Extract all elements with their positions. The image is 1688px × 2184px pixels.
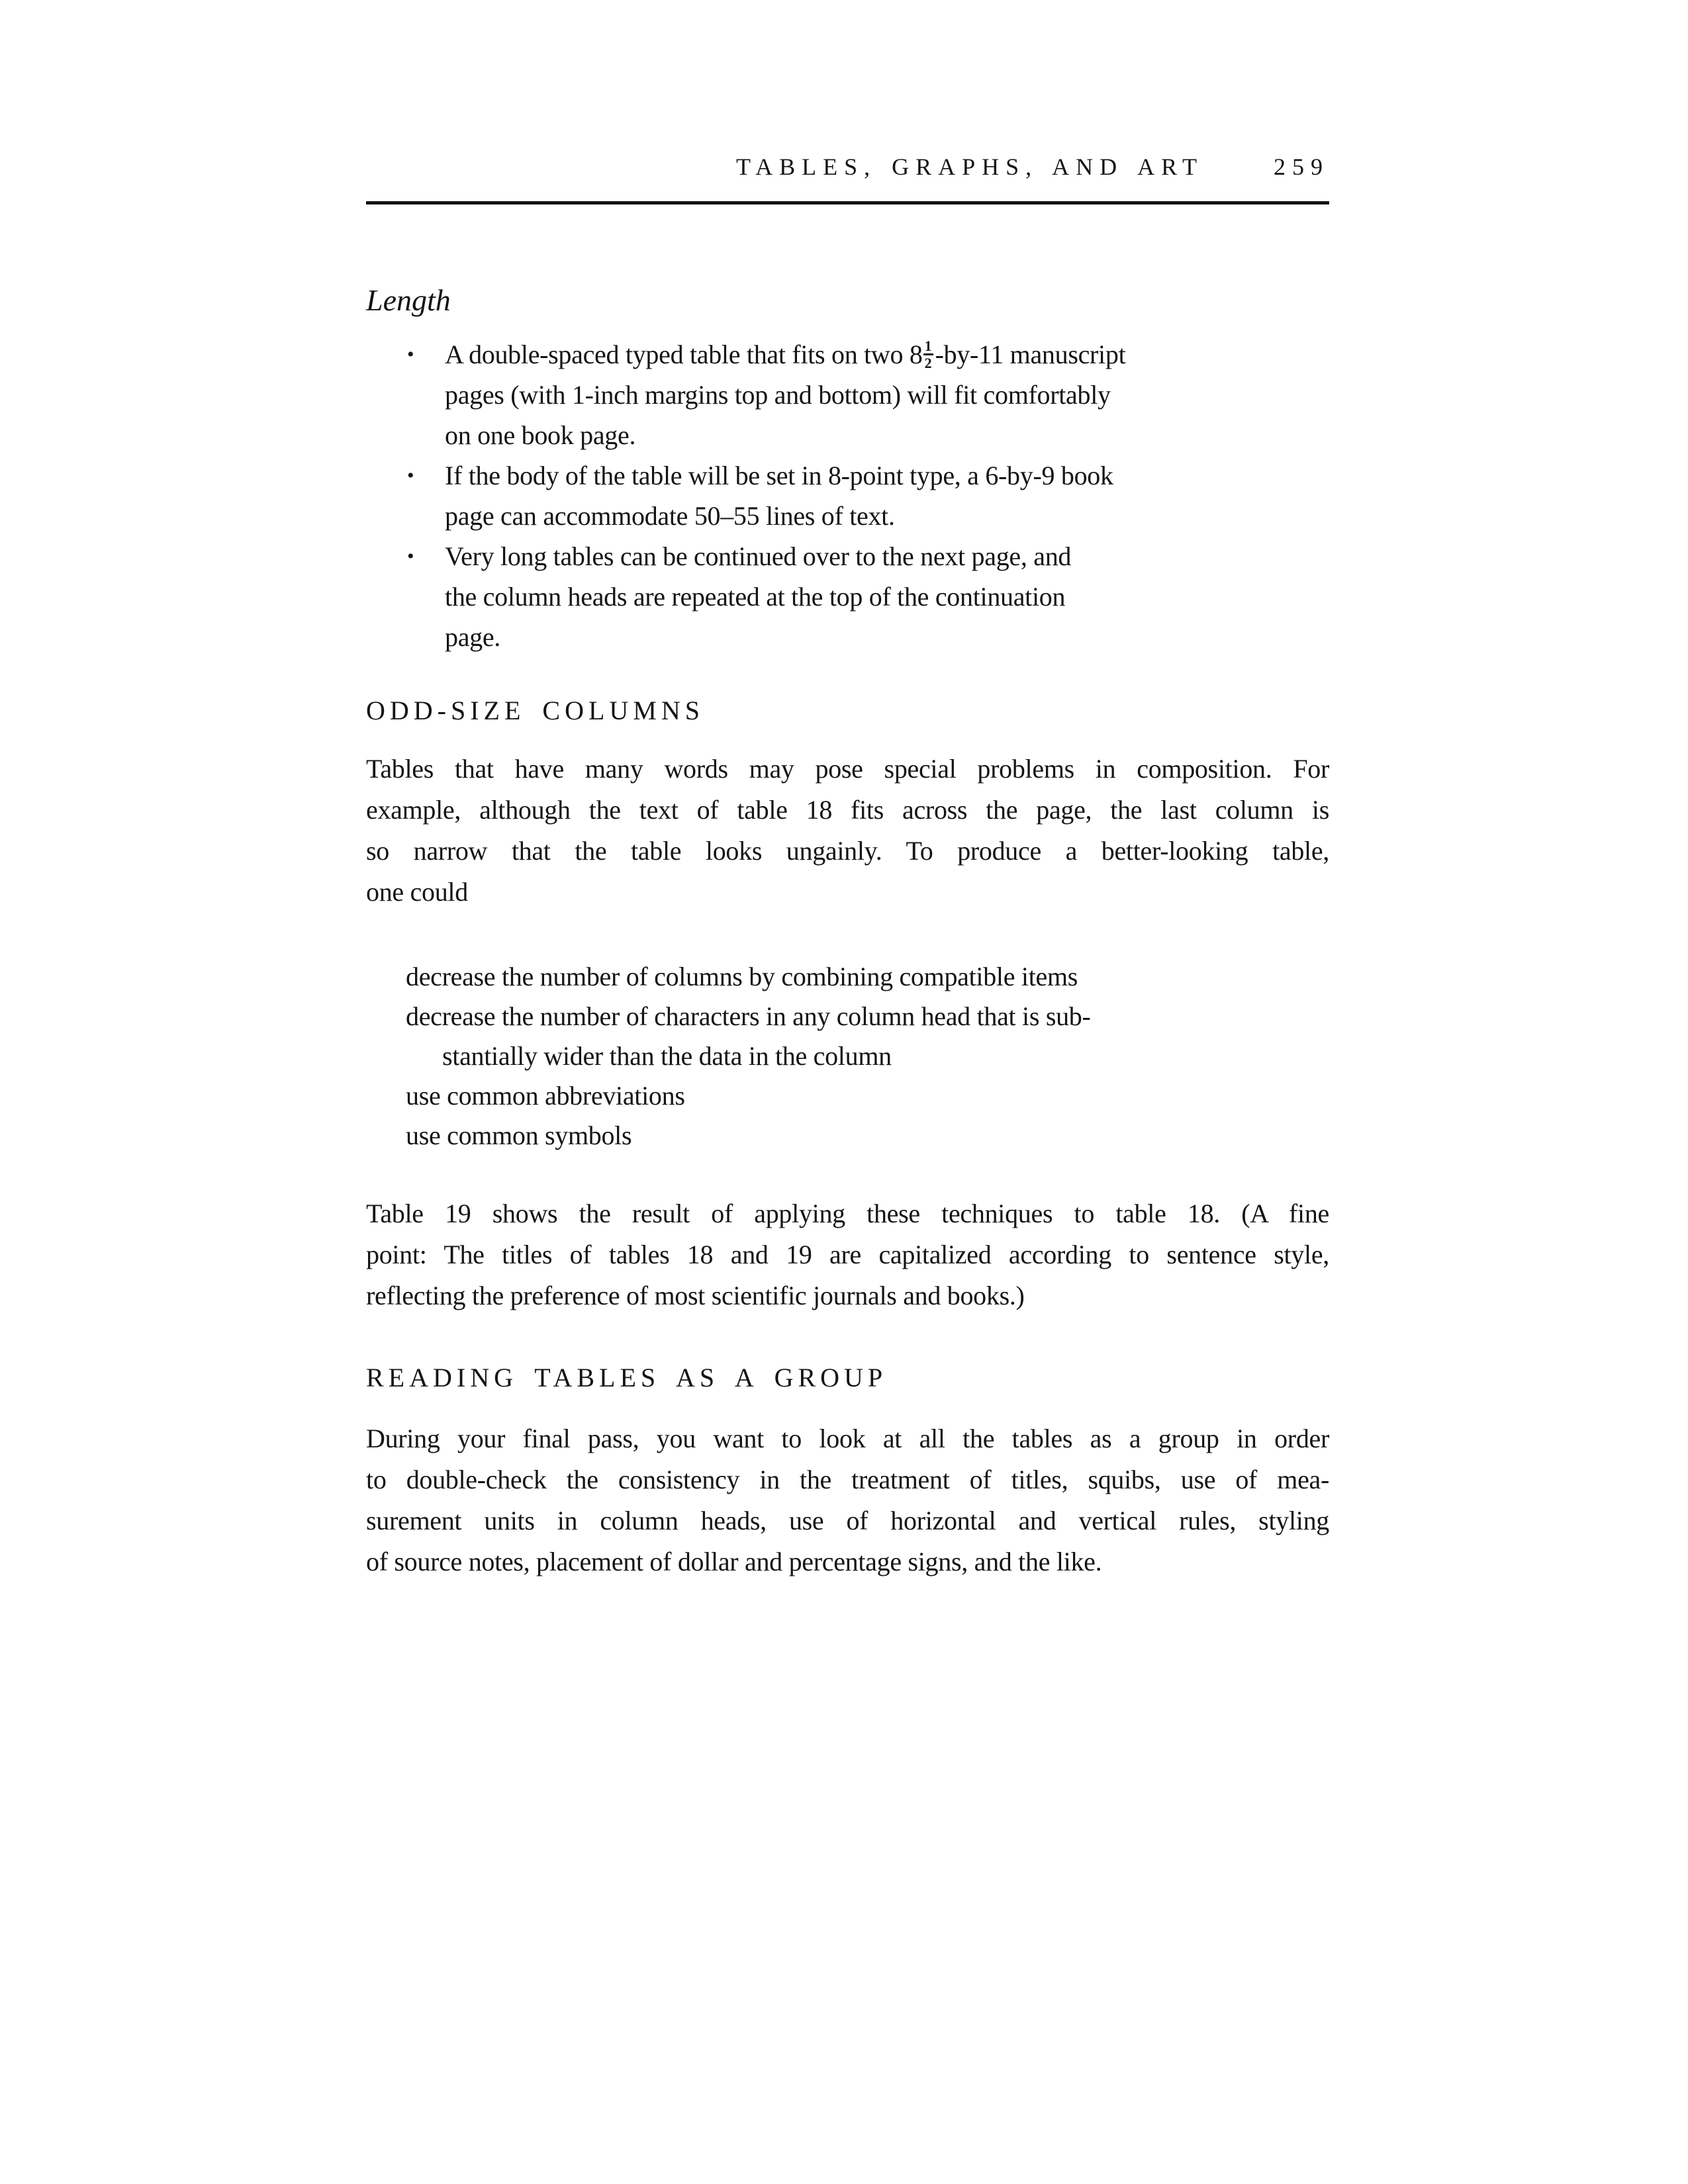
technique-item-2-line-1: decrease the number of characters in any column head that is sub- bbox=[406, 1001, 1091, 1031]
technique-item-1: decrease the number of columns by combining compatible items bbox=[406, 962, 1078, 991]
bullet-2-text: If the body of the table will be set in 8-point type, a 6-by-9 book bbox=[445, 461, 1113, 490]
paragraph-line: example, although the text of table 18 fits across the page, the last column is bbox=[366, 795, 1329, 825]
page-number: 259 bbox=[1274, 154, 1329, 180]
subsection-heading-length: Length bbox=[366, 283, 451, 317]
section-heading-reading-tables: READING TABLES AS A GROUP bbox=[366, 1363, 888, 1392]
bullet-1-text-before-fraction: A double-spaced typed table that fits on two 8 bbox=[445, 340, 923, 369]
running-head bbox=[366, 152, 1329, 181]
paragraph-line: During your final pass, you want to look at all the tables as a group in order bbox=[366, 1424, 1329, 1453]
technique-list bbox=[366, 957, 1329, 1156]
reading-tables-paragraph bbox=[366, 1418, 1329, 1582]
bullet-item-2-line-2: page can accommodate 50–55 lines of text. bbox=[445, 501, 895, 531]
bullet-marker-icon: • bbox=[407, 545, 414, 567]
bullet-item-1-line-3: on one book page. bbox=[445, 420, 636, 450]
paragraph-line: surement units in column heads, use of horizontal and vertical rules, styling bbox=[366, 1506, 1329, 1535]
paragraph-line: point: The titles of tables 18 and 19 are capitalized according to sentence style, bbox=[366, 1240, 1329, 1269]
technique-item-3: use common abbreviations bbox=[406, 1081, 685, 1111]
bullet-marker-icon: • bbox=[407, 343, 414, 365]
paragraph-line: one could bbox=[366, 877, 468, 907]
technique-item-4: use common symbols bbox=[406, 1120, 632, 1150]
technique-item-2-line-2: stantially wider than the data in the column bbox=[442, 1041, 892, 1071]
fraction-numerator: 1 bbox=[924, 338, 932, 354]
bullet-marker-icon: • bbox=[407, 465, 414, 486]
bullet-list bbox=[366, 334, 1329, 657]
fraction-denominator: 2 bbox=[924, 355, 932, 371]
bullet-item-1-line-1 bbox=[366, 334, 1329, 375]
bullet-1-text-after-fraction: -by-11 manuscript bbox=[935, 340, 1126, 369]
bullet-item-1-line-2: pages (with 1-inch margins top and bottom) will fit comfortably bbox=[445, 380, 1111, 410]
bullet-item-2-line-1 bbox=[366, 455, 1329, 496]
odd-size-paragraph-2 bbox=[366, 1193, 1329, 1316]
section-heading-odd-size-columns: ODD-SIZE COLUMNS bbox=[366, 696, 704, 725]
bullet-item-3-line-2: the column heads are repeated at the top of the continuation bbox=[445, 582, 1066, 612]
paragraph-line: reflecting the preference of most scientific journals and books.) bbox=[366, 1281, 1025, 1310]
bullet-3-text: Very long tables can be continued over to the next page, and bbox=[445, 541, 1072, 571]
odd-size-paragraph-1 bbox=[366, 749, 1329, 913]
header-rule bbox=[366, 201, 1329, 205]
paragraph-line: Table 19 shows the result of applying these techniques to table 18. (A fine bbox=[366, 1199, 1329, 1228]
paragraph-line: to double-check the consistency in the treatment of titles, squibs, use of mea- bbox=[366, 1465, 1329, 1494]
paragraph-line: Tables that have many words may pose special problems in composition. For bbox=[366, 754, 1329, 784]
running-head-title: TABLES, GRAPHS, AND ART bbox=[735, 154, 1203, 180]
bullet-item-3-line-1 bbox=[366, 536, 1329, 576]
paragraph-line: of source notes, placement of dollar and percentage signs, and the like. bbox=[366, 1547, 1102, 1576]
one-half-fraction bbox=[923, 340, 933, 370]
bullet-item-3-line-3: page. bbox=[445, 622, 501, 652]
paragraph-line: so narrow that the table looks ungainly. To produce a better-looking table, bbox=[366, 836, 1329, 866]
